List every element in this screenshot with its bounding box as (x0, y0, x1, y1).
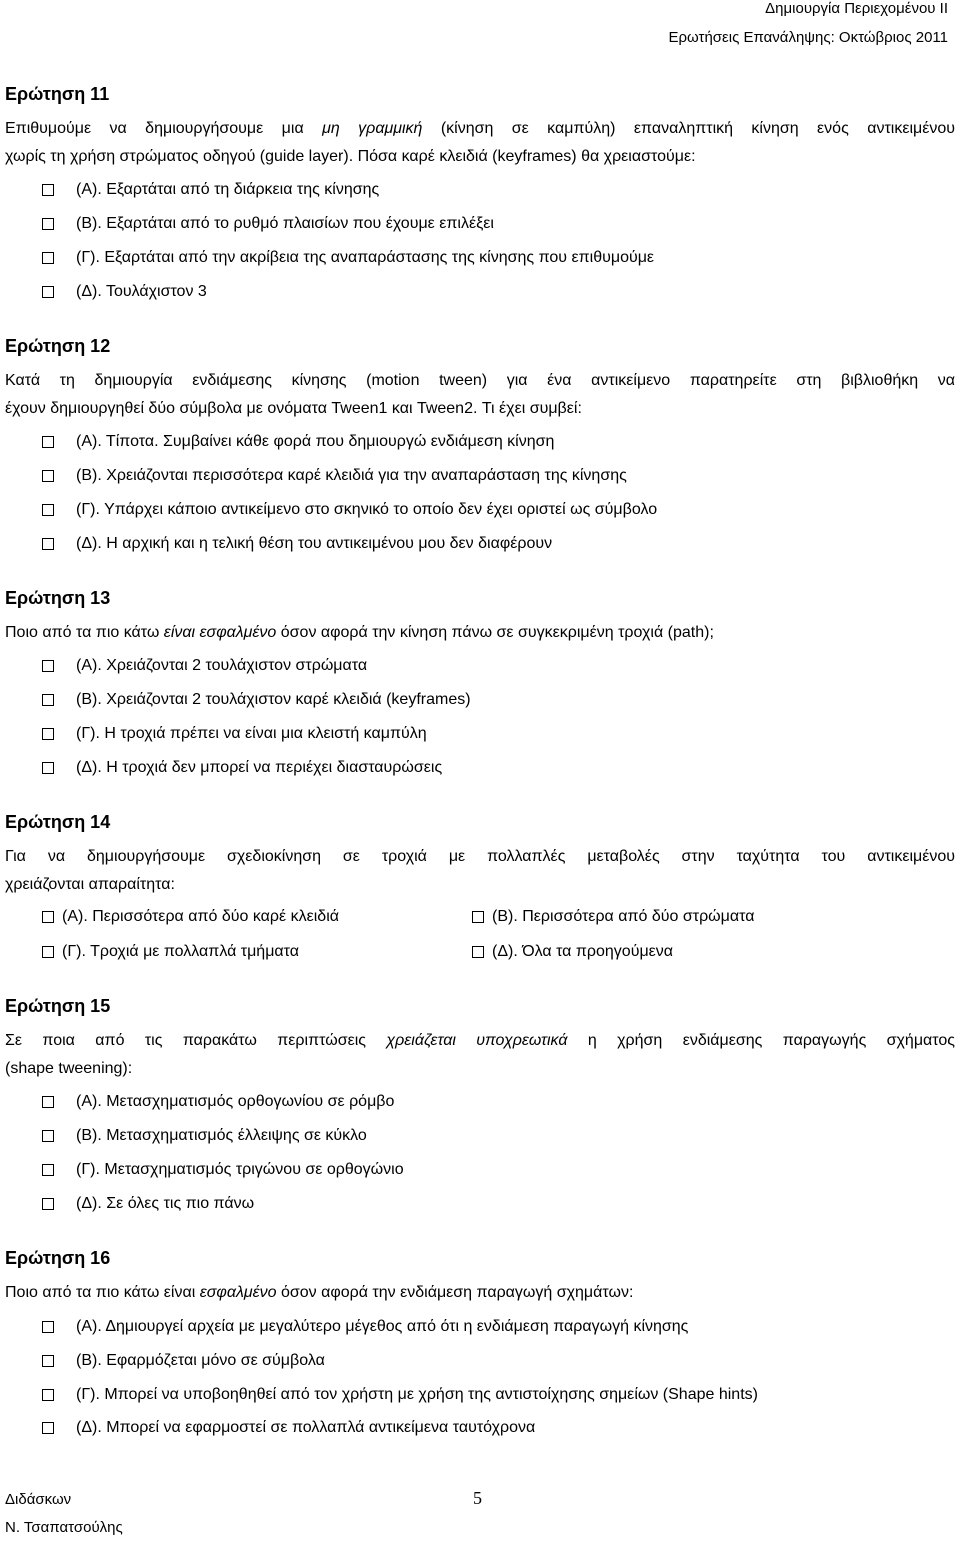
checkbox-icon[interactable] (472, 946, 484, 958)
checkbox-icon[interactable] (42, 1389, 54, 1401)
checkbox-icon[interactable] (42, 538, 54, 550)
footer-instructor-name: Ν. Τσαπατσούλης (5, 1519, 123, 1536)
q11-option-c[interactable]: (Γ). Εξαρτάται από την ακρίβεια της αναπαράστασης της κίνησης που επιθυμούμε (42, 249, 654, 267)
checkbox-icon[interactable] (42, 728, 54, 740)
checkbox-icon[interactable] (42, 436, 54, 448)
q16-option-c[interactable]: (Γ). Μπορεί να υποβοηθηθεί από τον χρήστη με χρήση της αντιστοίχησης σημείων (Shape hints) (42, 1386, 758, 1404)
question-15-text-line2: (shape tweening): (5, 1060, 133, 1077)
checkbox-icon[interactable] (42, 1096, 54, 1108)
question-14-text-line2: χρειάζονται απαραίτητα: (5, 876, 175, 893)
page-number: 5 (473, 1488, 482, 1508)
q13-option-c[interactable]: (Γ). Η τροχιά πρέπει να είναι μια κλειστή καμπύλη (42, 725, 427, 743)
question-11-text-line2: χωρίς τη χρήση στρώματος οδηγού (guide layer). Πόσα καρέ κλειδιά (keyframes) θα χρειαστούμε: (5, 148, 696, 165)
q14-option-a[interactable]: (Α). Περισσότερα από δύο καρέ κλειδιά (42, 908, 339, 926)
q14-option-d[interactable]: (Δ). Όλα τα προηγούμενα (472, 943, 673, 961)
q15-option-d[interactable]: (Δ). Σε όλες τις πιο πάνω (42, 1195, 254, 1213)
q12-option-d[interactable]: (Δ). Η αρχική και η τελική θέση του αντικειμένου μου δεν διαφέρουν (42, 535, 552, 553)
question-13-text: Ποιο από τα πιο κάτω είναι εσφαλμένο όσον αφορά την κίνηση πάνω σε συγκεκριμένη τροχιά (path); (5, 624, 714, 641)
q11-option-a[interactable]: (Α). Εξαρτάται από τη διάρκεια της κίνησης (42, 181, 379, 199)
question-16-title: Ερώτηση 16 (5, 1248, 111, 1268)
header-subtitle: Ερωτήσεις Επανάληψης: Οκτώβριος 2011 (668, 29, 948, 46)
checkbox-icon[interactable] (42, 911, 54, 923)
q16-option-b[interactable]: (Β). Εφαρμόζεται μόνο σε σύμβολα (42, 1352, 325, 1370)
q11-option-b[interactable]: (Β). Εξαρτάται από το ρυθμό πλαισίων που έχουμε επιλέξει (42, 215, 494, 233)
checkbox-icon[interactable] (42, 504, 54, 516)
checkbox-icon[interactable] (42, 1355, 54, 1367)
q12-option-b[interactable]: (Β). Χρειάζονται περισσότερα καρέ κλειδιά για την αναπαράσταση της κίνησης (42, 467, 627, 485)
checkbox-icon[interactable] (42, 762, 54, 774)
q16-option-d[interactable]: (Δ). Μπορεί να εφαρμοστεί σε πολλαπλά αντικείμενα ταυτόχρονα (42, 1419, 535, 1437)
checkbox-icon[interactable] (42, 184, 54, 196)
header-course-title: Δημιουργία Περιεχομένου ΙΙ (765, 0, 948, 17)
q12-option-c[interactable]: (Γ). Υπάρχει κάποιο αντικείμενο στο σκηνικό το οποίο δεν έχει οριστεί ως σύμβολο (42, 501, 657, 519)
checkbox-icon[interactable] (42, 1164, 54, 1176)
q13-option-d[interactable]: (Δ). Η τροχιά δεν μπορεί να περιέχει διασταυρώσεις (42, 759, 442, 777)
checkbox-icon[interactable] (42, 694, 54, 706)
q11-option-d[interactable]: (Δ). Τουλάχιστον 3 (42, 283, 207, 301)
q13-option-a[interactable]: (Α). Χρειάζονται 2 τουλάχιστον στρώματα (42, 657, 367, 675)
q15-option-b[interactable]: (Β). Μετασχηματισμός έλλειψης σε κύκλο (42, 1127, 367, 1145)
q14-option-c[interactable]: (Γ). Τροχιά με πολλαπλά τμήματα (42, 943, 299, 961)
question-12-text-line1: Κατά τη δημιουργία ενδιάμεσης κίνησης (motion tween) για ένα αντικείμενο παρατηρείτε στη βιβλιοθήκη να (5, 372, 955, 389)
checkbox-icon[interactable] (42, 946, 54, 958)
q14-option-b[interactable]: (Β). Περισσότερα από δύο στρώματα (472, 908, 754, 926)
question-15-title: Ερώτηση 15 (5, 996, 111, 1016)
question-16-text: Ποιο από τα πιο κάτω είναι εσφαλμένο όσον αφορά την ενδιάμεση παραγωγή σχημάτων: (5, 1284, 634, 1301)
checkbox-icon[interactable] (42, 1321, 54, 1333)
q13-option-b[interactable]: (Β). Χρειάζονται 2 τουλάχιστον καρέ κλειδιά (keyframes) (42, 691, 471, 709)
q15-option-c[interactable]: (Γ). Μετασχηματισμός τριγώνου σε ορθογώνιο (42, 1161, 404, 1179)
checkbox-icon[interactable] (42, 286, 54, 298)
q12-option-a[interactable]: (Α). Τίποτα. Συμβαίνει κάθε φορά που δημιουργώ ενδιάμεση κίνηση (42, 433, 554, 451)
question-12-title: Ερώτηση 12 (5, 336, 111, 356)
question-11-text-line1: Επιθυμούμε να δημιουργήσουμε μια μη γραμμική (κίνηση σε καμπύλη) επαναληπτική κίνηση ενός αντικειμένου (5, 120, 955, 137)
checkbox-icon[interactable] (472, 911, 484, 923)
footer-instructor-label: Διδάσκων (5, 1491, 72, 1508)
checkbox-icon[interactable] (42, 660, 54, 672)
question-12-text-line2: έχουν δημιουργηθεί δύο σύμβολα με ονόματα Tween1 και Tween2. Τι έχει συμβεί: (5, 400, 582, 417)
question-15-text-line1: Σε ποια από τις παρακάτω περιπτώσεις χρειάζεται υποχρεωτικά η χρήση ενδιάμεσης παραγωγής σχήματος (5, 1032, 955, 1049)
question-14-title: Ερώτηση 14 (5, 812, 111, 832)
question-13-title: Ερώτηση 13 (5, 588, 111, 608)
checkbox-icon[interactable] (42, 1130, 54, 1142)
checkbox-icon[interactable] (42, 1198, 54, 1210)
question-11-title: Ερώτηση 11 (5, 84, 110, 104)
checkbox-icon[interactable] (42, 1422, 54, 1434)
checkbox-icon[interactable] (42, 218, 54, 230)
q15-option-a[interactable]: (Α). Μετασχηματισμός ορθογωνίου σε ρόμβο (42, 1093, 394, 1111)
checkbox-icon[interactable] (42, 252, 54, 264)
question-14-text-line1: Για να δημιουργήσουμε σχεδιοκίνηση σε τροχιά με πολλαπλές μεταβολές στην ταχύτητα του αντικειμένου (5, 848, 955, 865)
checkbox-icon[interactable] (42, 470, 54, 482)
q16-option-a[interactable]: (Α). Δημιουργεί αρχεία με μεγαλύτερο μέγεθος από ότι η ενδιάμεση παραγωγή κίνησης (42, 1318, 688, 1336)
